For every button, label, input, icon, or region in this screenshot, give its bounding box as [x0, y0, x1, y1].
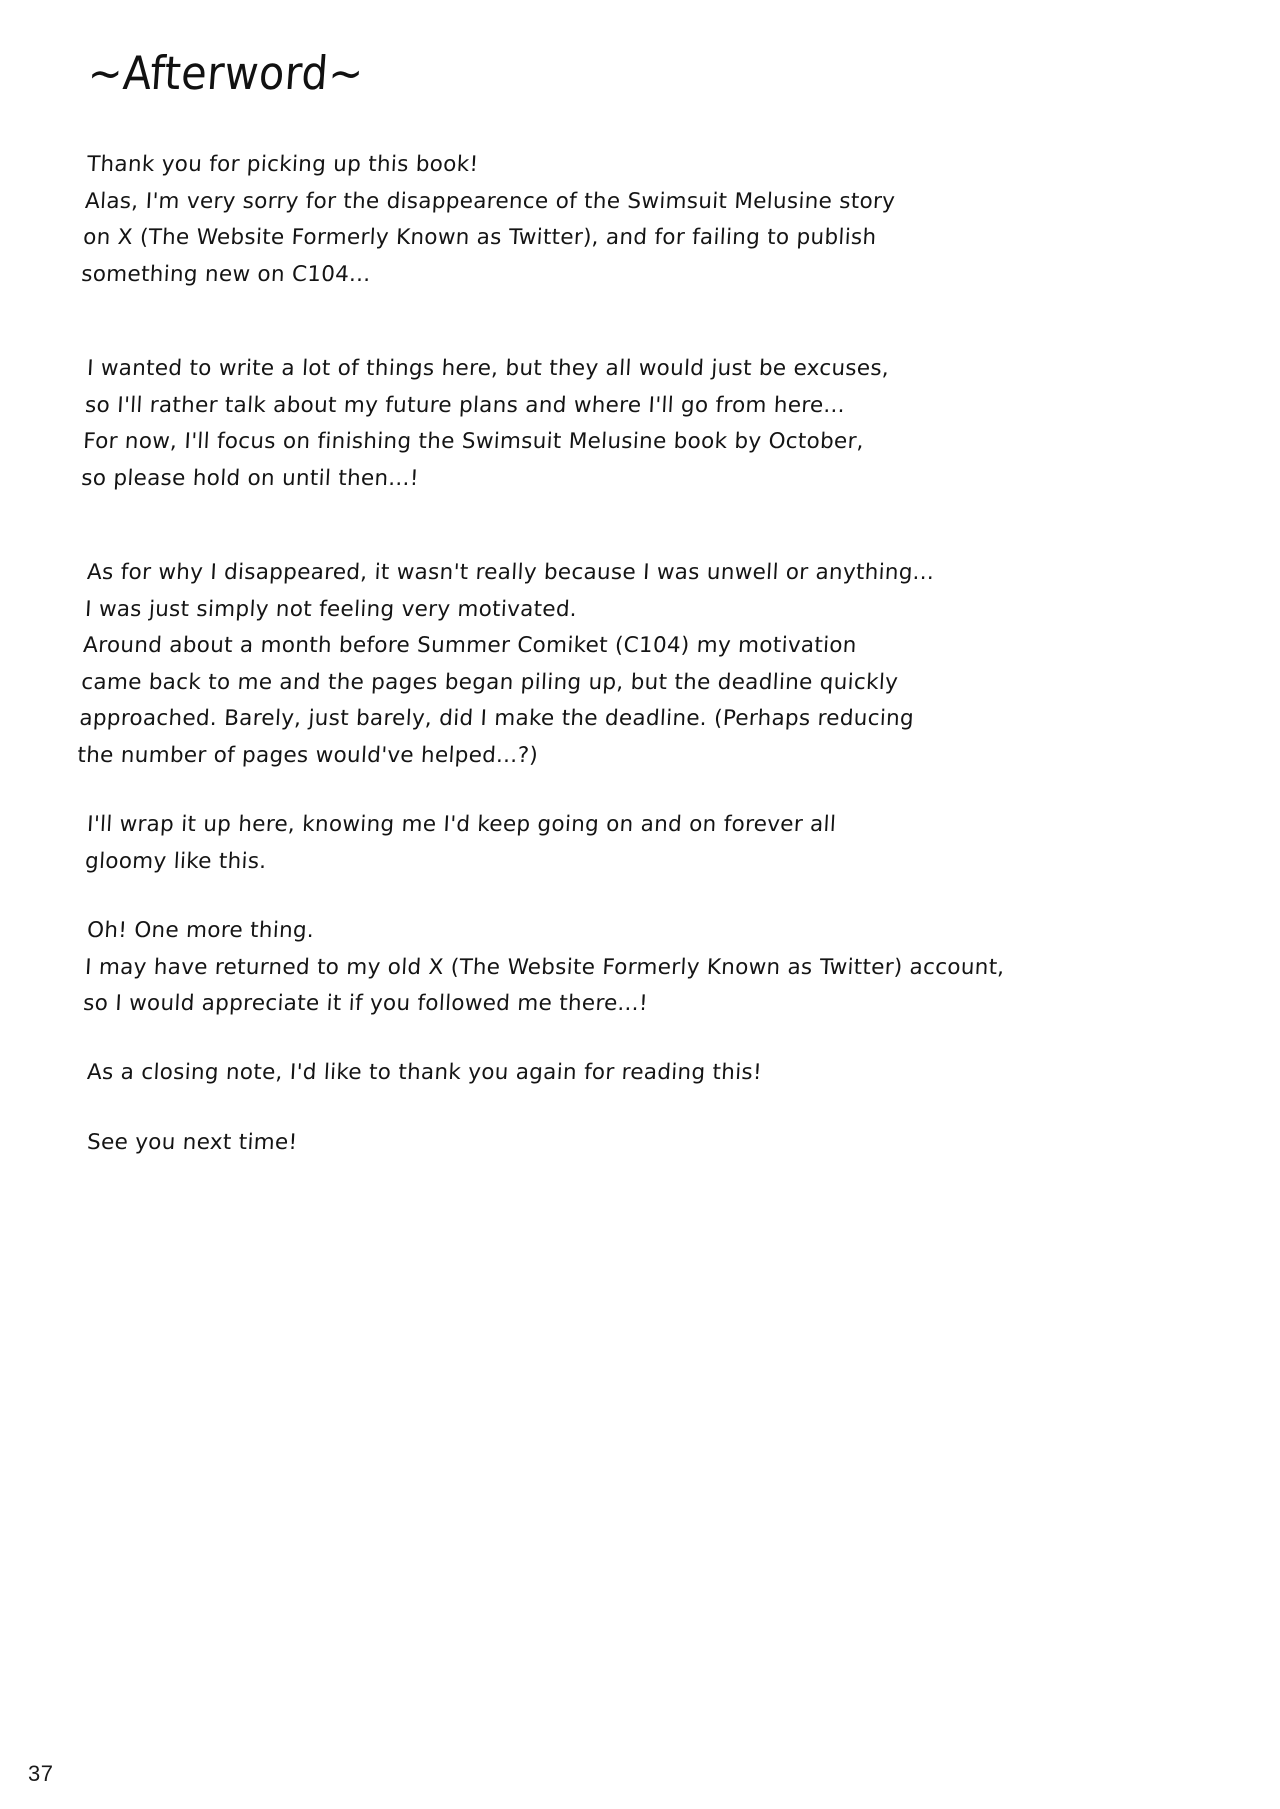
paragraph-line: on X (The Website Formerly Known as Twitter), and for failing to publish: [82, 224, 878, 250]
paragraph-line: As for why I disappeared, it wasn't really because I was unwell or anything...: [86, 559, 935, 585]
paragraph-line: See you next time!: [86, 1129, 299, 1155]
paragraph-line: came back to me and the pages began piling up, but the deadline quickly: [80, 669, 899, 695]
paragraph-future-plans: [80, 351, 1088, 497]
paragraph-line: gloomy like this.: [84, 848, 268, 874]
paragraph-line: so I would appreciate it if you followed me there...!: [82, 990, 649, 1016]
paragraph-thanks: [80, 147, 1088, 293]
paragraph-line: so please hold on until then...!: [80, 465, 420, 491]
paragraph-line: Alas, I'm very sorry for the disappearence of the Swimsuit Melusine story: [84, 188, 896, 214]
paragraph-spacer: [88, 1092, 1088, 1125]
paragraph-line: For now, I'll focus on finishing the Swimsuit Melusine book by October,: [82, 428, 865, 454]
afterword-content: [76, 46, 1088, 1161]
paragraph-spacer: [88, 774, 1088, 807]
paragraph-line: I was just simply not feeling very motivated.: [84, 596, 578, 622]
paragraph-line: I may have returned to my old X (The Website Formerly Known as Twitter) account,: [84, 954, 1006, 980]
paragraph-line: something new on C104...: [80, 261, 372, 287]
paragraph-spacer: [88, 497, 1088, 555]
paragraph-line: I'll wrap it up here, knowing me I'd keep going on and on forever all: [86, 811, 837, 837]
paragraph-why-i-disappeared: [77, 555, 1088, 774]
paragraph-spacer: [88, 293, 1088, 351]
paragraph-spacer: [88, 880, 1088, 913]
paragraph-line: As a closing note, I'd like to thank you again for reading this!: [86, 1060, 763, 1086]
page-number: 37: [28, 1761, 54, 1786]
paragraph-see-you: [86, 1125, 1088, 1162]
paragraph-line: the number of pages would've helped...?): [76, 742, 539, 768]
paragraph-line: Around about a month before Summer Comiket (C104) my motivation: [82, 632, 858, 658]
paragraph-line: approached. Barely, just barely, did I make the deadline. (Perhaps reducing: [78, 705, 915, 731]
page-title: ~Afterword~: [86, 46, 366, 100]
paragraph-wrap-up: [84, 807, 1088, 880]
paragraph-spacer: [88, 1022, 1088, 1055]
paragraph-closing-note: [86, 1055, 1088, 1092]
paragraph-line: Thank you for picking up this book!: [86, 151, 480, 177]
paragraph-line: Oh! One more thing.: [86, 917, 315, 943]
paragraph-line: I wanted to write a lot of things here, but they all would just be excuses,: [86, 355, 890, 381]
paragraph-line: so I'll rather talk about my future plans and where I'll go from here...: [84, 392, 846, 418]
paragraph-one-more-thing: [82, 913, 1088, 1023]
